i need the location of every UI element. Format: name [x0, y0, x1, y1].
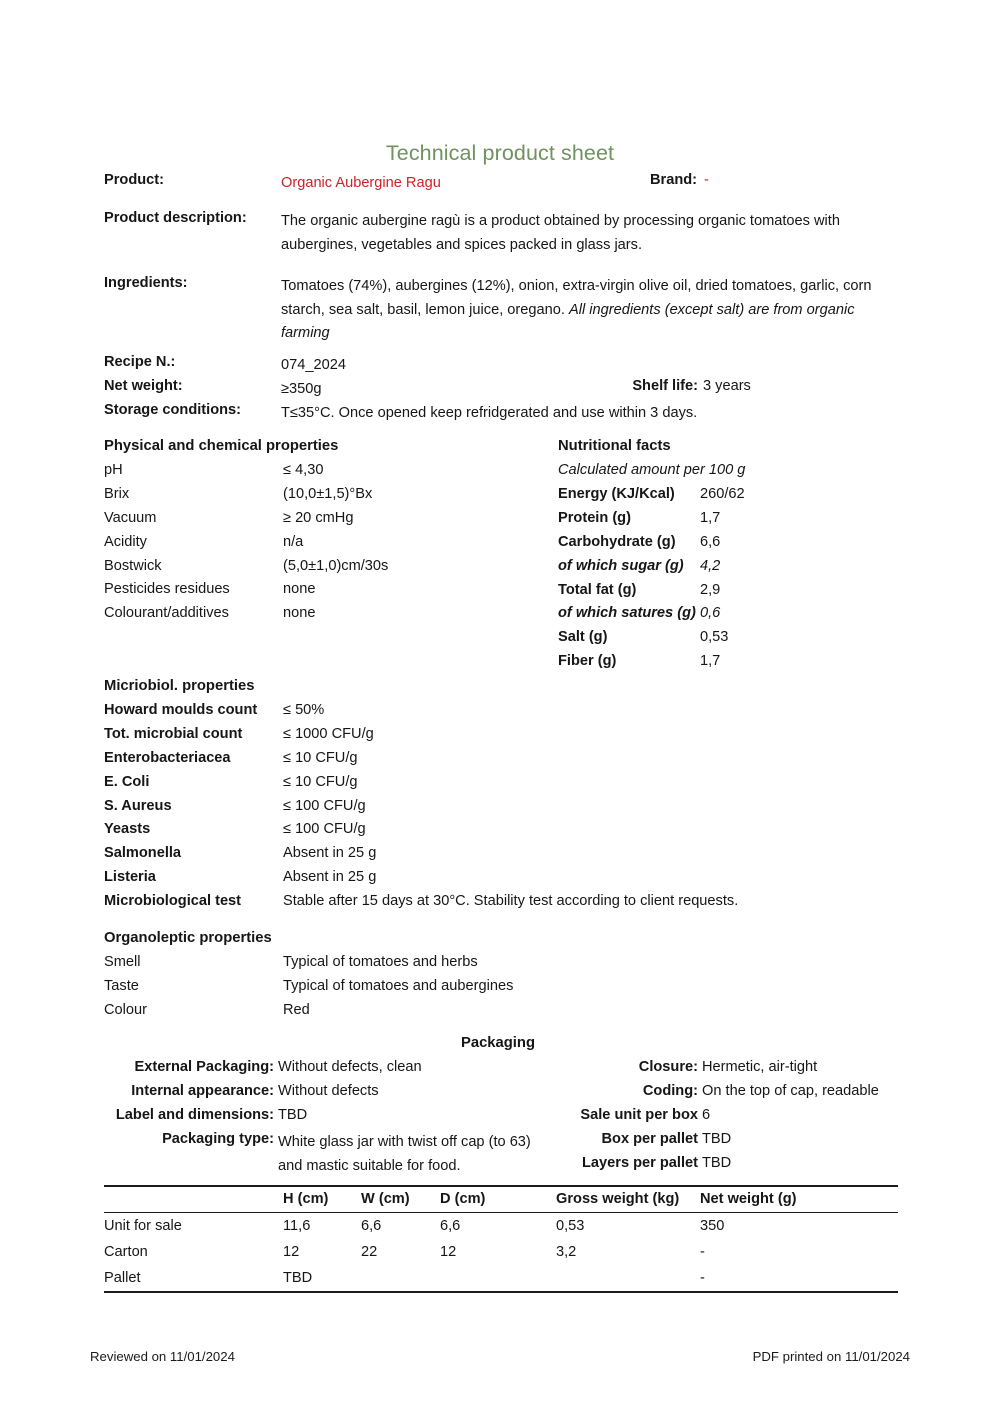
property-label: Energy (KJ/Kcal)	[558, 486, 675, 502]
property-row	[104, 978, 704, 1002]
property-value: 0,53	[700, 629, 729, 646]
dimensions-table	[104, 1185, 898, 1293]
property-row	[104, 1002, 704, 1026]
storage-conditions-label: Storage conditions:	[104, 402, 242, 418]
property-row	[104, 845, 904, 869]
cell-width	[361, 1265, 440, 1292]
cell-height: TBD	[283, 1265, 361, 1292]
product-value: Organic Aubergine Ragu	[281, 175, 441, 191]
property-label: Enterobacteriacea	[104, 749, 231, 766]
shelf-life-label: Shelf life:	[632, 378, 698, 394]
property-value: ≥ 20 cmHg	[283, 509, 354, 526]
packaging-label: Internal appearance:	[131, 1082, 274, 1099]
property-label: of which satures (g)	[558, 605, 696, 622]
ingredients-text: Tomatoes (74%), aubergines (12%), onion, extra-virgin olive oil, dried tomatoes, garlic, corn starch, sea salt, basil, lemon juice, oregano.	[281, 278, 872, 318]
property-row	[104, 486, 524, 510]
property-row	[558, 629, 898, 653]
packaging-value: TBD	[278, 1106, 308, 1123]
property-label: of which sugar (g)	[558, 557, 684, 574]
cell-width: 6,6	[361, 1218, 382, 1234]
page-title: Technical product sheet	[385, 141, 615, 165]
property-label: Colourant/additives	[104, 605, 229, 622]
property-label: Taste	[104, 977, 139, 994]
microbiol-properties-heading: Micriobiol. properties	[104, 678, 255, 694]
packaging-label: Sale unit per box	[580, 1106, 698, 1123]
nutritional-facts-heading: Nutritional facts	[558, 438, 671, 454]
property-value: (10,0±1,5)°Bx	[283, 485, 373, 502]
product-label: Product:	[104, 172, 164, 188]
pdf-printed-date: PDF printed on 11/01/2024	[752, 1349, 910, 1364]
property-row	[558, 582, 898, 606]
property-value: 1,7	[700, 509, 721, 526]
nutritional-facts-subtitle: Calculated amount per 100 g	[558, 462, 746, 478]
dimensions-table-header	[104, 1186, 898, 1213]
property-value: ≤ 100 CFU/g	[283, 821, 366, 838]
packaging-label: Layers per pallet	[582, 1154, 698, 1171]
nutritional-facts-list	[558, 486, 898, 677]
organoleptic-properties-heading: Organoleptic properties	[104, 930, 272, 946]
property-label: Salt (g)	[558, 629, 608, 646]
property-value: 1,7	[700, 653, 721, 670]
cell-height: 12	[283, 1244, 300, 1260]
packaging-row	[104, 1106, 308, 1131]
property-label: Total fat (g)	[558, 581, 637, 598]
packaging-row	[528, 1106, 711, 1131]
packaging-row	[104, 1130, 531, 1179]
packaging-value: TBD	[702, 1130, 732, 1147]
ingredients-value	[281, 275, 899, 346]
property-label: Listeria	[104, 869, 156, 886]
property-label: Fiber (g)	[558, 653, 617, 670]
organoleptic-properties-list	[104, 954, 704, 1026]
cell-gross-weight: 0,53	[556, 1218, 585, 1234]
reviewed-date: Reviewed on 11/01/2024	[90, 1349, 235, 1364]
property-label: Carbohydrate (g)	[558, 533, 676, 550]
property-row	[104, 534, 524, 558]
dimensions-table-body	[104, 1213, 898, 1293]
net-weight-value: ≥350g	[281, 381, 322, 397]
packaging-row	[528, 1082, 879, 1107]
property-label: Acidity	[104, 533, 147, 550]
product-description-value: The organic aubergine ragù is a product obtained by processing organic tomatoes with aubergines, vegetables and spices packed in glass jars.	[281, 213, 840, 253]
property-value: 260/62	[700, 486, 745, 502]
col-header-width: W (cm)	[361, 1186, 440, 1213]
packaging-value: 6	[702, 1106, 711, 1123]
table-header-row	[104, 1186, 898, 1213]
property-row	[104, 702, 904, 726]
cell-height: 11,6	[283, 1218, 311, 1234]
property-row	[104, 558, 524, 582]
property-value: n/a	[283, 533, 304, 550]
property-value: 0,6	[700, 605, 721, 622]
property-label: Colour	[104, 1001, 147, 1018]
table-row	[104, 1265, 898, 1292]
property-label: Yeasts	[104, 821, 151, 838]
packaging-row	[528, 1059, 818, 1083]
packaging-value: White glass jar with twist off cap (to 63) and mastic suitable for food.	[278, 1133, 531, 1174]
ingredients-organic-note: All ingredients (except salt) are from organic farming	[281, 301, 855, 342]
cell-depth: 12	[440, 1244, 457, 1260]
property-value: ≤ 10 CFU/g	[283, 749, 358, 766]
recipe-number-label: Recipe N.:	[104, 354, 176, 370]
property-row	[558, 653, 898, 677]
col-header-gross-weight: Gross weight (kg)	[556, 1186, 700, 1213]
property-row	[558, 605, 898, 629]
packaging-row	[528, 1130, 732, 1155]
property-row	[104, 510, 524, 534]
physical-properties-heading: Physical and chemical properties	[104, 438, 339, 454]
microbiol-properties-list	[104, 702, 904, 917]
property-row	[104, 605, 524, 629]
property-label: pH	[104, 462, 123, 478]
property-row	[104, 869, 904, 893]
shelf-life-value: 3 years	[703, 378, 751, 394]
cell-gross-weight: 3,2	[556, 1244, 577, 1260]
property-row	[558, 510, 898, 534]
property-value: none	[283, 605, 316, 622]
property-value: Red	[283, 1001, 310, 1018]
packaging-value: On the top of cap, readable	[702, 1082, 879, 1099]
property-value: Typical of tomatoes and aubergines	[283, 977, 514, 994]
cell-net-weight: -	[700, 1244, 705, 1260]
property-row	[104, 954, 704, 978]
property-value: none	[283, 581, 316, 598]
property-label: Howard moulds count	[104, 702, 258, 718]
property-value: 4,2	[700, 557, 721, 574]
property-label: Brix	[104, 485, 130, 502]
property-value: Absent in 25 g	[283, 845, 377, 862]
packaging-right-column	[528, 1059, 879, 1178]
cell-net-weight: -	[700, 1265, 898, 1292]
property-label: E. Coli	[104, 773, 150, 790]
recipe-number-value: 074_2024	[281, 357, 346, 373]
property-row	[104, 893, 904, 917]
cell-width: 22	[361, 1244, 378, 1260]
col-header-height: H (cm)	[283, 1186, 361, 1213]
packaging-label: Packaging type:	[162, 1130, 274, 1147]
property-label: Pesticides residues	[104, 581, 230, 598]
packaging-label: External Packaging:	[134, 1059, 274, 1075]
cell-net-weight: 350	[700, 1218, 725, 1234]
cell-name: Pallet	[104, 1265, 283, 1292]
property-row	[104, 581, 524, 605]
property-value: (5,0±1,0)cm/30s	[283, 557, 389, 574]
property-value: ≤ 1000 CFU/g	[283, 725, 374, 742]
property-value: Typical of tomatoes and herbs	[283, 954, 478, 970]
property-label: Tot. microbial count	[104, 725, 243, 742]
property-value: Stable after 15 days at 30°C. Stability test according to client requests.	[283, 893, 739, 910]
property-row	[104, 798, 904, 822]
packaging-label: Closure:	[638, 1059, 698, 1075]
cell-gross-weight	[556, 1265, 700, 1292]
packaging-label: Label and dimensions:	[115, 1106, 274, 1123]
property-row	[104, 774, 904, 798]
property-value: ≤ 4,30	[283, 462, 324, 478]
property-row	[104, 821, 904, 845]
property-label: Salmonella	[104, 845, 182, 862]
packaging-row	[104, 1059, 422, 1083]
col-header-net-weight: Net weight (g)	[700, 1186, 898, 1213]
packaging-row	[104, 1082, 379, 1107]
ingredients-label: Ingredients:	[104, 275, 188, 291]
property-label: Vacuum	[104, 509, 157, 526]
property-value: ≤ 100 CFU/g	[283, 797, 366, 814]
property-row	[104, 726, 904, 750]
net-weight-label: Net weight:	[104, 378, 183, 394]
cell-name: Carton	[104, 1244, 148, 1260]
table-row	[104, 1239, 898, 1265]
product-description-label: Product description:	[104, 210, 247, 226]
property-value: ≤ 10 CFU/g	[283, 773, 358, 790]
packaging-row	[528, 1154, 732, 1179]
property-label: Bostwick	[104, 557, 162, 574]
property-row	[104, 750, 904, 774]
physical-properties-list	[104, 462, 524, 629]
packaging-value: Without defects, clean	[278, 1059, 422, 1075]
packaging-left-column	[104, 1059, 531, 1178]
property-row	[558, 486, 898, 510]
property-value: 2,9	[700, 581, 721, 598]
cell-name: Unit for sale	[104, 1218, 182, 1234]
property-row	[104, 462, 524, 486]
cell-depth: 6,6	[440, 1218, 461, 1234]
cell-depth	[440, 1265, 556, 1292]
packaging-label: Box per pallet	[601, 1130, 698, 1147]
storage-conditions-value: T≤35°C. Once opened keep refridgerated and use within 3 days.	[281, 405, 698, 421]
property-value: ≤ 50%	[283, 702, 325, 718]
packaging-value: Hermetic, air-tight	[702, 1059, 818, 1075]
property-label: S. Aureus	[104, 797, 172, 814]
brand-value: -	[704, 172, 709, 188]
property-label: Smell	[104, 954, 141, 970]
property-value: 6,6	[700, 533, 721, 550]
packaging-heading: Packaging	[460, 1035, 535, 1051]
property-label: Protein (g)	[558, 509, 631, 526]
col-header-name	[104, 1186, 283, 1213]
packaging-label: Coding:	[642, 1082, 698, 1099]
property-row	[558, 558, 898, 582]
property-value: Absent in 25 g	[283, 869, 377, 886]
property-row	[558, 534, 898, 558]
property-label: Microbiological test	[104, 893, 242, 910]
col-header-depth: D (cm)	[440, 1186, 556, 1213]
packaging-value: TBD	[702, 1154, 732, 1171]
packaging-value: Without defects	[278, 1082, 379, 1099]
brand-label: Brand:	[650, 172, 698, 188]
table-row	[104, 1213, 898, 1240]
